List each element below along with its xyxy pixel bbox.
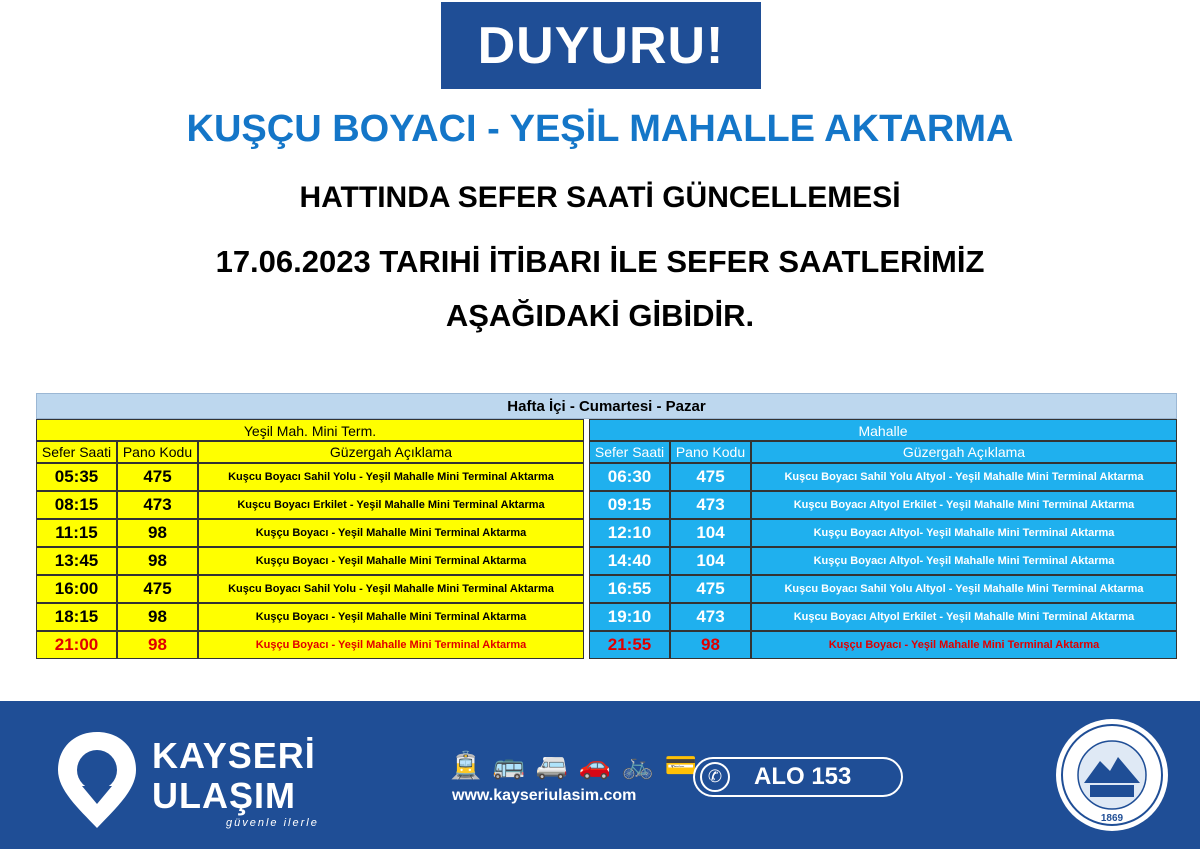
route-code: 475 [670,463,751,491]
route-code: 475 [670,575,751,603]
route-code: 104 [670,519,751,547]
bus-icon: 🚌 [492,750,526,780]
departure-time: 19:10 [589,603,670,631]
table-row [589,491,1177,519]
schedule-title: Hafta İçi - Cumartesi - Pazar [36,393,1177,419]
table-row [589,603,1177,631]
left-section-title: Yeşil Mah. Mini Term. [36,419,584,441]
hotline-badge[interactable] [693,757,903,797]
brand-name-line1: KAYSERİ [152,735,316,776]
table-row [36,575,584,603]
departure-time: 08:15 [36,491,117,519]
hotline-number: ALO 153 [754,763,852,790]
table-row [589,519,1177,547]
route-description: Kuşçu Boyacı - Yeşil Mahalle Mini Terminal Aktarma [198,519,584,547]
departure-time: 09:15 [589,491,670,519]
brand-slogan: güvenle ilerle [226,817,319,829]
route-description: Kuşcu Boyacı Sahil Yolu - Yeşil Mahalle Mini Terminal Aktarma [198,463,584,491]
table-row-highlighted [589,631,1177,659]
route-code: 473 [117,491,198,519]
col-header: Sefer Saati [36,441,117,463]
departure-time: 21:00 [36,631,117,659]
phone-icon: ✆ [700,762,730,792]
announcement-badge: DUYURU! [441,2,761,89]
table-row [589,575,1177,603]
table-row [589,547,1177,575]
departure-time: 05:35 [36,463,117,491]
headline-date-cont: AŞAĞIDAKİ GİBİDİR. [445,298,755,333]
table-row [36,519,584,547]
route-code: 98 [117,519,198,547]
card-icon: 💳 [664,750,698,780]
route-description: Kuşçu Boyacı Altyol- Yeşil Mahalle Mini Terminal Aktarma [751,519,1177,547]
table-row [589,463,1177,491]
route-description: Kuşcu Boyacı Sahil Yolu Altyol - Yeşil Mahalle Mini Terminal Aktarma [751,463,1177,491]
route-description: Kuşçu Boyacı - Yeşil Mahalle Mini Terminal Aktarma [198,603,584,631]
departure-time: 18:15 [36,603,117,631]
route-description: Kuşçu Boyacı - Yeşil Mahalle Mini Terminal Aktarma [751,631,1177,659]
route-description: Kuşçu Boyacı - Yeşil Mahalle Mini Terminal Aktarma [198,631,584,659]
route-description: Kuşcu Boyacı Sahil Yolu - Yeşil Mahalle Mini Terminal Aktarma [198,575,584,603]
departure-time: 12:10 [589,519,670,547]
parking-car-icon: 🚗 [578,750,612,780]
route-description: Kuşçu Boyacı Altyol- Yeşil Mahalle Mini Terminal Aktarma [751,547,1177,575]
headline-update: HATTINDA SEFER SAATİ GÜNCELLEMESİ [299,181,901,214]
route-description: Kuşçu Boyacı - Yeşil Mahalle Mini Terminal Aktarma [198,547,584,575]
route-description: Kuşcu Boyacı Altyol Erkilet - Yeşil Mahalle Mini Terminal Aktarma [751,603,1177,631]
right-section-title: Mahalle [589,419,1177,441]
route-code: 473 [670,603,751,631]
col-header: Pano Kodu [117,441,198,463]
headline-date: 17.06.2023 TARIHİ İTİBARI İLE SEFER SAATLERİMİZ [215,244,985,279]
route-code: 98 [117,603,198,631]
table-row [36,547,584,575]
route-code: 98 [117,631,198,659]
route-description: Kuşcu Boyacı Altyol Erkilet - Yeşil Mahalle Mini Terminal Aktarma [751,491,1177,519]
col-header: Güzergah Açıklama [751,441,1177,463]
headline-route: KUŞÇU BOYACI - YEŞİL MAHALLE AKTARMA [186,108,1014,150]
brand-name-line2: ULAŞIM [152,775,296,816]
left-schedule [36,419,584,659]
table-row [36,603,584,631]
right-header-row [589,441,1177,463]
transport-icons [449,749,698,781]
municipality-seal-icon [1054,717,1170,833]
col-header: Pano Kodu [670,441,751,463]
departure-time: 16:55 [589,575,670,603]
table-row-highlighted [36,631,584,659]
schedule-table [36,393,1177,659]
col-header: Güzergah Açıklama [198,441,584,463]
departure-time: 13:45 [36,547,117,575]
left-header-row [36,441,584,463]
departure-time: 16:00 [36,575,117,603]
table-row [36,491,584,519]
location-pin-logo-icon [52,728,142,832]
route-code: 104 [670,547,751,575]
departure-time: 06:30 [589,463,670,491]
route-code: 98 [670,631,751,659]
right-schedule [589,419,1177,659]
route-code: 473 [670,491,751,519]
route-code: 475 [117,575,198,603]
minibus-icon: 🚐 [535,750,569,780]
website-link[interactable]: www.kayseriulasim.com [452,787,637,804]
departure-time: 11:15 [36,519,117,547]
route-code: 98 [117,547,198,575]
bicycle-icon: 🚲 [621,750,655,780]
route-description: Kuşcu Boyacı Sahil Yolu Altyol - Yeşil Mahalle Mini Terminal Aktarma [751,575,1177,603]
col-header: Sefer Saati [589,441,670,463]
table-row [36,463,584,491]
departure-time: 21:55 [589,631,670,659]
footer-banner [0,701,1200,849]
route-code: 475 [117,463,198,491]
tram-icon: 🚊 [449,750,483,780]
route-description: Kuşcu Boyacı Erkilet - Yeşil Mahalle Mini Terminal Aktarma [198,491,584,519]
departure-time: 14:40 [589,547,670,575]
seal-year: 1869 [1100,813,1124,824]
